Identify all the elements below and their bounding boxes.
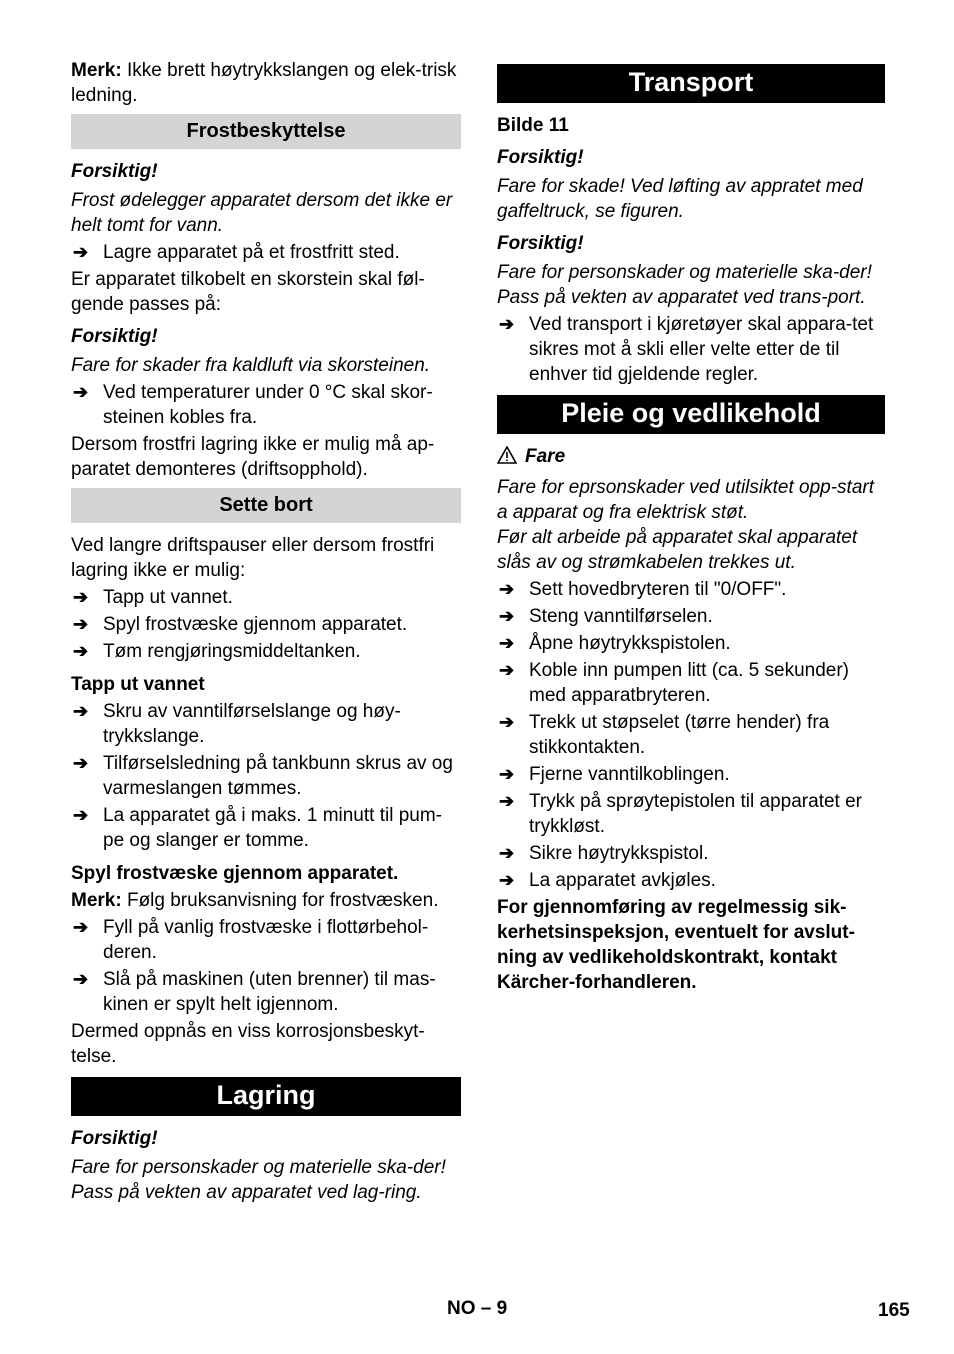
step-text: Åpne høytrykkspistolen. [529, 633, 731, 654]
section-heading-sette-bort: Sette bort [71, 488, 461, 523]
arrow-right-icon: ➔ [499, 633, 515, 653]
body-paragraph: Ved langre driftspauser eller dersom frostfri lagring ikke er mulig: [71, 535, 435, 581]
arrow-right-icon: ➔ [499, 579, 515, 599]
step-item [71, 240, 461, 265]
step-item [497, 762, 885, 787]
caution-label: Forsiktig! [497, 147, 584, 168]
step-text: Fyll på vanlig frostvæske i flottørbehol-deren. [103, 917, 429, 963]
note-label: Merk: [71, 60, 122, 81]
arrow-right-icon: ➔ [499, 843, 515, 863]
step-item [497, 577, 885, 602]
step-item [497, 868, 885, 893]
step-item [71, 639, 461, 664]
step-item [497, 604, 885, 629]
figure-reference: Bilde 11 [497, 115, 569, 136]
arrow-right-icon: ➔ [499, 870, 515, 890]
arrow-right-icon: ➔ [73, 242, 89, 262]
arrow-right-icon: ➔ [499, 314, 515, 334]
caution-text: Fare for skader fra kaldluft via skorsteinen. [71, 355, 431, 376]
caution-text: Fare for personskader og materielle ska-der! Pass på vekten av apparatet ved lag-ring. [71, 1157, 446, 1203]
step-item [497, 789, 885, 839]
step-item [71, 967, 461, 1017]
step-text: Tilførselsledning på tankbunn skrus av og varmeslangen tømmes. [103, 753, 453, 799]
step-item [497, 312, 885, 387]
step-item [497, 841, 885, 866]
step-text: Ved temperaturer under 0 °C skal skor-steinen kobles fra. [103, 382, 433, 428]
step-list [71, 915, 461, 1017]
caution-text: Fare for personskader og materielle ska-der! Pass på vekten av apparatet ved trans-port. [497, 262, 872, 308]
step-item [71, 751, 461, 801]
note-paragraph [71, 58, 461, 108]
step-text: La apparatet avkjøles. [529, 870, 716, 891]
body-paragraph: Dersom frostfri lagring ikke er mulig må ap-paratet demonteres (driftsopphold). [71, 434, 435, 480]
body-paragraph: Er apparatet tilkobelt en skorstein skal føl-gende passes på: [71, 269, 425, 315]
section-heading-transport: Transport [497, 64, 885, 103]
caution-label: Forsiktig! [497, 233, 584, 254]
step-text: Slå på maskinen (uten brenner) til mas-kinen er spylt helt igjennom. [103, 969, 436, 1015]
step-text: Koble inn pumpen litt (ca. 5 sekunder) med apparatbryteren. [529, 660, 850, 706]
warning-triangle-icon [497, 446, 517, 471]
step-text: Lagre apparatet på et frostfritt sted. [103, 242, 400, 263]
step-text: Sett hovedbryteren til "0/OFF". [529, 579, 787, 600]
arrow-right-icon: ➔ [73, 969, 89, 989]
step-text: Tøm rengjøringsmiddeltanken. [103, 641, 361, 662]
step-item [71, 585, 461, 610]
step-text: La apparatet gå i maks. 1 minutt til pum-pe og slanger er tomme. [103, 805, 442, 851]
step-text: Tapp ut vannet. [103, 587, 233, 608]
arrow-right-icon: ➔ [499, 712, 515, 732]
step-text: Steng vanntilførselen. [529, 606, 713, 627]
section-heading-frostbeskyttelse: Frostbeskyttelse [71, 114, 461, 149]
step-item [497, 658, 885, 708]
caution-label: Forsiktig! [71, 326, 158, 347]
arrow-right-icon: ➔ [499, 764, 515, 784]
step-item [71, 612, 461, 637]
arrow-right-icon: ➔ [73, 641, 89, 661]
left-column [71, 58, 461, 1207]
step-item [71, 699, 461, 749]
step-text: Ved transport i kjøretøyer skal appara-tet sikres mot å skli eller velte etter de til enhver tid gjeldende regler. [529, 314, 874, 385]
caution-label: Forsiktig! [71, 1128, 158, 1149]
step-text: Trekk ut støpselet (tørre hender) fra stikkontakten. [529, 712, 830, 758]
arrow-right-icon: ➔ [73, 753, 89, 773]
danger-text: Før alt arbeide på apparatet skal apparatet slås av og strømkabelen trekkes ut. [497, 527, 858, 573]
arrow-right-icon: ➔ [499, 791, 515, 811]
step-item [497, 631, 885, 656]
footer-language-code: NO – 9 [447, 1298, 508, 1319]
arrow-right-icon: ➔ [73, 614, 89, 634]
step-text: Fjerne vanntilkoblingen. [529, 764, 730, 785]
step-list [497, 577, 885, 893]
caution-text: Frost ødelegger apparatet dersom det ikke er helt tomt for vann. [71, 190, 453, 236]
step-item [71, 803, 461, 853]
step-item [71, 915, 461, 965]
arrow-right-icon: ➔ [73, 805, 89, 825]
step-text: Skru av vanntilførselslange og høy-trykkslange. [103, 701, 401, 747]
danger-label [497, 444, 885, 471]
note-paragraph [71, 888, 461, 913]
caution-label: Forsiktig! [71, 161, 158, 182]
note-label: Merk: [71, 890, 122, 911]
arrow-right-icon: ➔ [73, 917, 89, 937]
step-list [71, 585, 461, 664]
danger-label-text: Fare [525, 446, 566, 467]
body-paragraph: Dermed oppnås en viss korrosjonsbeskyt-telse. [71, 1021, 425, 1067]
right-column [497, 58, 885, 997]
danger-text: Fare for eprsonskader ved utilsiktet opp-start a apparat og fra elektrisk støt. [497, 477, 875, 523]
step-item [497, 710, 885, 760]
step-text: Trykk på sprøytepistolen til apparatet er trykkløst. [529, 791, 862, 837]
note-text: Ikke brett høytrykkslangen og elek-trisk ledning. [71, 60, 457, 106]
step-text: Sikre høytrykkspistol. [529, 843, 709, 864]
step-list [71, 240, 461, 265]
step-text: Spyl frostvæske gjennom apparatet. [103, 614, 408, 635]
step-list [497, 312, 885, 387]
subheading-tapp-ut-vannet: Tapp ut vannet [71, 674, 205, 695]
arrow-right-icon: ➔ [499, 660, 515, 680]
arrow-right-icon: ➔ [73, 587, 89, 607]
arrow-right-icon: ➔ [73, 701, 89, 721]
step-list [71, 380, 461, 430]
page-number: 165 [878, 1300, 910, 1321]
caution-text: Fare for skade! Ved løfting av appratet med gaffeltruck, se figuren. [497, 176, 863, 222]
subheading-spyl-frostvaeske: Spyl frostvæske gjennom apparatet. [71, 863, 399, 884]
arrow-right-icon: ➔ [499, 606, 515, 626]
arrow-right-icon: ➔ [73, 382, 89, 402]
note-text: Følg bruksanvisning for frostvæsken. [121, 890, 439, 911]
section-heading-pleie-og-vedlikehold: Pleie og vedlikehold [497, 395, 885, 434]
section-heading-lagring: Lagring [71, 1077, 461, 1116]
step-item [71, 380, 461, 430]
closing-note: For gjennomføring av regelmessig sik-kerhetsinspeksjon, eventuelt for avslut-ning av vedlikeholdskontrakt, kontakt Kärcher-forhandleren. [497, 897, 855, 993]
step-list [71, 699, 461, 853]
